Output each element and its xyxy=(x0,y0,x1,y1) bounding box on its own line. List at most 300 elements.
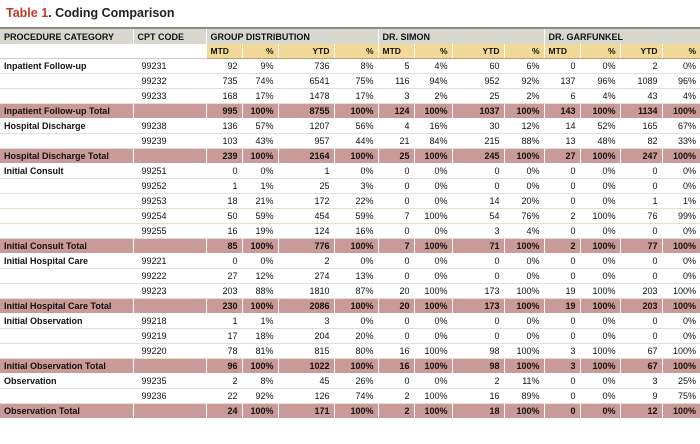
value-cell: 1207 xyxy=(278,119,334,134)
value-cell: 9 xyxy=(620,389,662,404)
value-cell: 0% xyxy=(414,164,452,179)
value-cell: 1 xyxy=(206,179,242,194)
header-mtd: MTD xyxy=(378,44,414,59)
value-cell: 100% xyxy=(242,149,278,164)
value-cell: 100% xyxy=(334,104,378,119)
value-cell: 2 xyxy=(544,209,580,224)
header-percent: % xyxy=(662,44,700,59)
header-row-groups xyxy=(0,28,700,44)
cpt-code-cell: 99223 xyxy=(133,284,206,299)
table-row xyxy=(0,209,700,224)
value-cell: 2164 xyxy=(278,149,334,164)
value-cell: 0 xyxy=(620,164,662,179)
value-cell: 0 xyxy=(452,269,504,284)
total-row xyxy=(0,239,700,254)
value-cell: 8755 xyxy=(278,104,334,119)
value-cell: 100% xyxy=(414,209,452,224)
value-cell: 16 xyxy=(206,224,242,239)
header-percent: % xyxy=(580,44,620,59)
value-cell: 59% xyxy=(242,209,278,224)
value-cell: 1037 xyxy=(452,104,504,119)
value-cell: 2 xyxy=(378,389,414,404)
value-cell: 100% xyxy=(504,104,544,119)
value-cell: 100% xyxy=(662,404,700,419)
value-cell: 2 xyxy=(452,374,504,389)
value-cell: 0 xyxy=(378,194,414,209)
value-cell: 100% xyxy=(662,344,700,359)
value-cell: 92% xyxy=(504,74,544,89)
value-cell: 11% xyxy=(504,374,544,389)
value-cell: 25 xyxy=(378,149,414,164)
header-percent: % xyxy=(414,44,452,59)
value-cell: 2 xyxy=(378,404,414,419)
value-cell: 21 xyxy=(378,134,414,149)
value-cell: 44% xyxy=(334,134,378,149)
value-cell: 0% xyxy=(580,404,620,419)
value-cell: 0% xyxy=(662,254,700,269)
table-row xyxy=(0,74,700,89)
value-cell: 1810 xyxy=(278,284,334,299)
value-cell: 0% xyxy=(580,179,620,194)
value-cell: 12% xyxy=(504,119,544,134)
value-cell: 100% xyxy=(580,104,620,119)
value-cell: 215 xyxy=(452,134,504,149)
value-cell: 204 xyxy=(278,329,334,344)
value-cell: 45 xyxy=(278,374,334,389)
value-cell: 17% xyxy=(242,89,278,104)
procedure-category-cell: Hospital Discharge xyxy=(0,119,133,134)
value-cell: 82 xyxy=(620,134,662,149)
value-cell: 0% xyxy=(504,314,544,329)
value-cell: 124 xyxy=(278,224,334,239)
value-cell: 957 xyxy=(278,134,334,149)
value-cell: 0 xyxy=(544,374,580,389)
value-cell: 100% xyxy=(662,149,700,164)
cpt-code-cell: 99238 xyxy=(133,119,206,134)
table-row xyxy=(0,254,700,269)
value-cell: 0% xyxy=(414,374,452,389)
procedure-category-cell xyxy=(0,269,133,284)
value-cell: 100% xyxy=(504,284,544,299)
value-cell: 0% xyxy=(414,329,452,344)
value-cell: 99% xyxy=(662,209,700,224)
value-cell: 98 xyxy=(452,344,504,359)
value-cell: 100% xyxy=(662,239,700,254)
value-cell: 8% xyxy=(334,59,378,74)
value-cell: 100% xyxy=(334,149,378,164)
value-cell: 0 xyxy=(378,224,414,239)
value-cell: 18 xyxy=(452,404,504,419)
value-cell: 100% xyxy=(414,404,452,419)
value-cell: 143 xyxy=(544,104,580,119)
cpt-code-cell: 99233 xyxy=(133,89,206,104)
value-cell: 6 xyxy=(544,89,580,104)
header-blank xyxy=(133,44,206,59)
table-row xyxy=(0,224,700,239)
value-cell: 245 xyxy=(452,149,504,164)
value-cell: 100% xyxy=(242,104,278,119)
value-cell: 0 xyxy=(620,329,662,344)
value-cell: 71 xyxy=(452,239,504,254)
value-cell: 0% xyxy=(504,164,544,179)
total-row xyxy=(0,104,700,119)
table-row xyxy=(0,344,700,359)
value-cell: 54 xyxy=(452,209,504,224)
value-cell: 19 xyxy=(544,299,580,314)
value-cell: 0 xyxy=(620,314,662,329)
procedure-category-cell: Initial Consult xyxy=(0,164,133,179)
value-cell: 2 xyxy=(206,374,242,389)
value-cell: 20 xyxy=(378,284,414,299)
value-cell: 26% xyxy=(334,374,378,389)
value-cell: 0 xyxy=(452,179,504,194)
cpt-code-cell: 99231 xyxy=(133,59,206,74)
procedure-category-cell xyxy=(0,284,133,299)
value-cell: 8% xyxy=(242,374,278,389)
value-cell: 103 xyxy=(206,134,242,149)
cpt-code-cell: 99252 xyxy=(133,179,206,194)
value-cell: 4% xyxy=(580,89,620,104)
value-cell: 100% xyxy=(504,239,544,254)
value-cell: 0 xyxy=(544,194,580,209)
value-cell: 0 xyxy=(378,269,414,284)
cpt-code-cell: 99232 xyxy=(133,74,206,89)
value-cell: 0 xyxy=(544,224,580,239)
value-cell: 0 xyxy=(620,224,662,239)
header-percent: % xyxy=(504,44,544,59)
value-cell: 18% xyxy=(242,329,278,344)
value-cell: 100% xyxy=(242,404,278,419)
value-cell: 171 xyxy=(278,404,334,419)
value-cell: 19% xyxy=(242,224,278,239)
value-cell: 16 xyxy=(378,359,414,374)
value-cell: 136 xyxy=(206,119,242,134)
value-cell: 27 xyxy=(206,269,242,284)
value-cell: 33% xyxy=(662,134,700,149)
value-cell: 100% xyxy=(580,209,620,224)
value-cell: 0 xyxy=(452,254,504,269)
value-cell: 100% xyxy=(504,299,544,314)
value-cell: 43% xyxy=(242,134,278,149)
value-cell: 0% xyxy=(334,164,378,179)
value-cell: 13% xyxy=(334,269,378,284)
procedure-category-cell: Observation Total xyxy=(0,404,133,419)
value-cell: 25 xyxy=(452,89,504,104)
table-row xyxy=(0,119,700,134)
value-cell: 16% xyxy=(414,119,452,134)
value-cell: 0% xyxy=(504,254,544,269)
value-cell: 7 xyxy=(378,239,414,254)
table-row xyxy=(0,314,700,329)
value-cell: 0 xyxy=(544,389,580,404)
procedure-category-cell: Inpatient Follow-up xyxy=(0,59,133,74)
value-cell: 100% xyxy=(580,284,620,299)
value-cell: 30 xyxy=(452,119,504,134)
value-cell: 84% xyxy=(414,134,452,149)
value-cell: 57% xyxy=(242,119,278,134)
value-cell: 100% xyxy=(662,299,700,314)
table-caption xyxy=(0,0,700,27)
procedure-category-cell xyxy=(0,329,133,344)
value-cell: 173 xyxy=(452,284,504,299)
value-cell: 0% xyxy=(580,269,620,284)
value-cell: 67 xyxy=(620,344,662,359)
value-cell: 25% xyxy=(662,374,700,389)
value-cell: 126 xyxy=(278,389,334,404)
value-cell: 4 xyxy=(378,119,414,134)
value-cell: 100% xyxy=(662,104,700,119)
cpt-code-cell: 99218 xyxy=(133,314,206,329)
cpt-code-cell xyxy=(133,299,206,314)
value-cell: 0 xyxy=(452,164,504,179)
value-cell: 2 xyxy=(620,59,662,74)
value-cell: 100% xyxy=(242,299,278,314)
value-cell: 14 xyxy=(544,119,580,134)
header-percent: % xyxy=(334,44,378,59)
value-cell: 100% xyxy=(414,149,452,164)
value-cell: 0% xyxy=(580,374,620,389)
value-cell: 0 xyxy=(206,164,242,179)
value-cell: 14 xyxy=(452,194,504,209)
value-cell: 16 xyxy=(452,389,504,404)
procedure-category-cell xyxy=(0,134,133,149)
value-cell: 87% xyxy=(334,284,378,299)
cpt-code-cell: 99239 xyxy=(133,134,206,149)
value-cell: 100% xyxy=(334,299,378,314)
value-cell: 88% xyxy=(242,284,278,299)
value-cell: 116 xyxy=(378,74,414,89)
value-cell: 230 xyxy=(206,299,242,314)
total-row xyxy=(0,359,700,374)
table-row xyxy=(0,164,700,179)
value-cell: 0% xyxy=(580,329,620,344)
value-cell: 0% xyxy=(414,314,452,329)
procedure-category-cell: Initial Hospital Care xyxy=(0,254,133,269)
value-cell: 100% xyxy=(504,359,544,374)
procedure-category-cell: Initial Hospital Care Total xyxy=(0,299,133,314)
header-dr-garfunkel: DR. GARFUNKEL xyxy=(544,28,700,44)
value-cell: 2 xyxy=(278,254,334,269)
value-cell: 2% xyxy=(504,89,544,104)
value-cell: 2 xyxy=(544,239,580,254)
value-cell: 77 xyxy=(620,239,662,254)
value-cell: 5 xyxy=(378,59,414,74)
value-cell: 100% xyxy=(334,404,378,419)
value-cell: 100% xyxy=(414,284,452,299)
value-cell: 0% xyxy=(414,254,452,269)
table-row xyxy=(0,59,700,74)
value-cell: 100% xyxy=(504,344,544,359)
value-cell: 100% xyxy=(504,404,544,419)
value-cell: 92 xyxy=(206,59,242,74)
value-cell: 735 xyxy=(206,74,242,89)
header-ytd: YTD xyxy=(620,44,662,59)
value-cell: 1022 xyxy=(278,359,334,374)
value-cell: 20% xyxy=(504,194,544,209)
header-row-metrics xyxy=(0,44,700,59)
value-cell: 0% xyxy=(414,269,452,284)
value-cell: 78 xyxy=(206,344,242,359)
value-cell: 92% xyxy=(242,389,278,404)
value-cell: 12% xyxy=(242,269,278,284)
value-cell: 165 xyxy=(620,119,662,134)
value-cell: 85 xyxy=(206,239,242,254)
value-cell: 0% xyxy=(662,224,700,239)
value-cell: 0% xyxy=(242,254,278,269)
value-cell: 3 xyxy=(452,224,504,239)
value-cell: 25 xyxy=(278,179,334,194)
value-cell: 736 xyxy=(278,59,334,74)
value-cell: 0% xyxy=(504,329,544,344)
value-cell: 1089 xyxy=(620,74,662,89)
value-cell: 21% xyxy=(242,194,278,209)
header-group-distribution: GROUP DISTRIBUTION xyxy=(206,28,378,44)
value-cell: 3 xyxy=(378,89,414,104)
cpt-code-cell: 99219 xyxy=(133,329,206,344)
value-cell: 137 xyxy=(544,74,580,89)
value-cell: 0% xyxy=(504,179,544,194)
value-cell: 100% xyxy=(334,239,378,254)
header-ytd: YTD xyxy=(452,44,504,59)
value-cell: 94% xyxy=(414,74,452,89)
value-cell: 3% xyxy=(334,179,378,194)
value-cell: 67% xyxy=(662,119,700,134)
value-cell: 0% xyxy=(334,314,378,329)
value-cell: 247 xyxy=(620,149,662,164)
value-cell: 1 xyxy=(206,314,242,329)
procedure-category-cell: Initial Observation Total xyxy=(0,359,133,374)
value-cell: 0 xyxy=(544,254,580,269)
procedure-category-cell xyxy=(0,74,133,89)
value-cell: 43 xyxy=(620,89,662,104)
procedure-category-cell: Initial Observation xyxy=(0,314,133,329)
value-cell: 96 xyxy=(206,359,242,374)
value-cell: 454 xyxy=(278,209,334,224)
value-cell: 75% xyxy=(662,389,700,404)
table-row xyxy=(0,134,700,149)
value-cell: 22% xyxy=(334,194,378,209)
value-cell: 0 xyxy=(378,254,414,269)
value-cell: 88% xyxy=(504,134,544,149)
value-cell: 0% xyxy=(580,194,620,209)
value-cell: 203 xyxy=(206,284,242,299)
value-cell: 3 xyxy=(620,374,662,389)
header-procedure-category: PROCEDURE CATEGORY xyxy=(0,28,133,44)
value-cell: 1% xyxy=(242,314,278,329)
value-cell: 17 xyxy=(206,329,242,344)
cpt-code-cell xyxy=(133,149,206,164)
value-cell: 16% xyxy=(334,224,378,239)
value-cell: 12 xyxy=(620,404,662,419)
table-row xyxy=(0,389,700,404)
value-cell: 0 xyxy=(378,314,414,329)
value-cell: 0 xyxy=(452,314,504,329)
value-cell: 0 xyxy=(378,374,414,389)
value-cell: 4% xyxy=(504,224,544,239)
value-cell: 98 xyxy=(452,359,504,374)
value-cell: 96% xyxy=(580,74,620,89)
value-cell: 0 xyxy=(452,329,504,344)
table-row xyxy=(0,374,700,389)
value-cell: 0 xyxy=(544,314,580,329)
value-cell: 75% xyxy=(334,74,378,89)
table-title: . Coding Comparison xyxy=(48,6,175,20)
value-cell: 18 xyxy=(206,194,242,209)
header-blank xyxy=(0,44,133,59)
value-cell: 2% xyxy=(414,89,452,104)
value-cell: 952 xyxy=(452,74,504,89)
value-cell: 203 xyxy=(620,284,662,299)
value-cell: 56% xyxy=(334,119,378,134)
value-cell: 2086 xyxy=(278,299,334,314)
header-mtd: MTD xyxy=(544,44,580,59)
value-cell: 995 xyxy=(206,104,242,119)
value-cell: 67 xyxy=(620,359,662,374)
value-cell: 20% xyxy=(334,329,378,344)
value-cell: 100% xyxy=(242,239,278,254)
value-cell: 100% xyxy=(580,344,620,359)
coding-comparison-table xyxy=(0,27,700,419)
value-cell: 50 xyxy=(206,209,242,224)
value-cell: 0 xyxy=(544,269,580,284)
value-cell: 173 xyxy=(452,299,504,314)
value-cell: 96% xyxy=(662,74,700,89)
value-cell: 274 xyxy=(278,269,334,284)
value-cell: 100% xyxy=(414,239,452,254)
value-cell: 0% xyxy=(662,269,700,284)
cpt-code-cell xyxy=(133,404,206,419)
cpt-code-cell: 99222 xyxy=(133,269,206,284)
procedure-category-cell xyxy=(0,344,133,359)
value-cell: 0% xyxy=(334,254,378,269)
cpt-code-cell: 99236 xyxy=(133,389,206,404)
value-cell: 0% xyxy=(580,224,620,239)
cpt-code-cell: 99255 xyxy=(133,224,206,239)
value-cell: 124 xyxy=(378,104,414,119)
procedure-category-cell: Inpatient Follow-up Total xyxy=(0,104,133,119)
value-cell: 3 xyxy=(544,344,580,359)
value-cell: 0 xyxy=(544,164,580,179)
value-cell: 81% xyxy=(242,344,278,359)
value-cell: 0% xyxy=(580,389,620,404)
header-dr-simon: DR. SIMON xyxy=(378,28,544,44)
value-cell: 0 xyxy=(378,329,414,344)
value-cell: 76% xyxy=(504,209,544,224)
cpt-code-cell: 99220 xyxy=(133,344,206,359)
header-ytd: YTD xyxy=(278,44,334,59)
total-row xyxy=(0,149,700,164)
value-cell: 1134 xyxy=(620,104,662,119)
value-cell: 168 xyxy=(206,89,242,104)
value-cell: 239 xyxy=(206,149,242,164)
value-cell: 74% xyxy=(242,74,278,89)
value-cell: 7 xyxy=(378,209,414,224)
value-cell: 100% xyxy=(414,299,452,314)
value-cell: 17% xyxy=(334,89,378,104)
cpt-code-cell xyxy=(133,239,206,254)
cpt-code-cell: 99253 xyxy=(133,194,206,209)
value-cell: 16 xyxy=(378,344,414,359)
value-cell: 0% xyxy=(414,194,452,209)
value-cell: 0 xyxy=(620,179,662,194)
procedure-category-cell: Observation xyxy=(0,374,133,389)
value-cell: 0 xyxy=(378,179,414,194)
value-cell: 100% xyxy=(580,239,620,254)
cpt-code-cell xyxy=(133,359,206,374)
value-cell: 776 xyxy=(278,239,334,254)
value-cell: 89% xyxy=(504,389,544,404)
value-cell: 19 xyxy=(544,284,580,299)
